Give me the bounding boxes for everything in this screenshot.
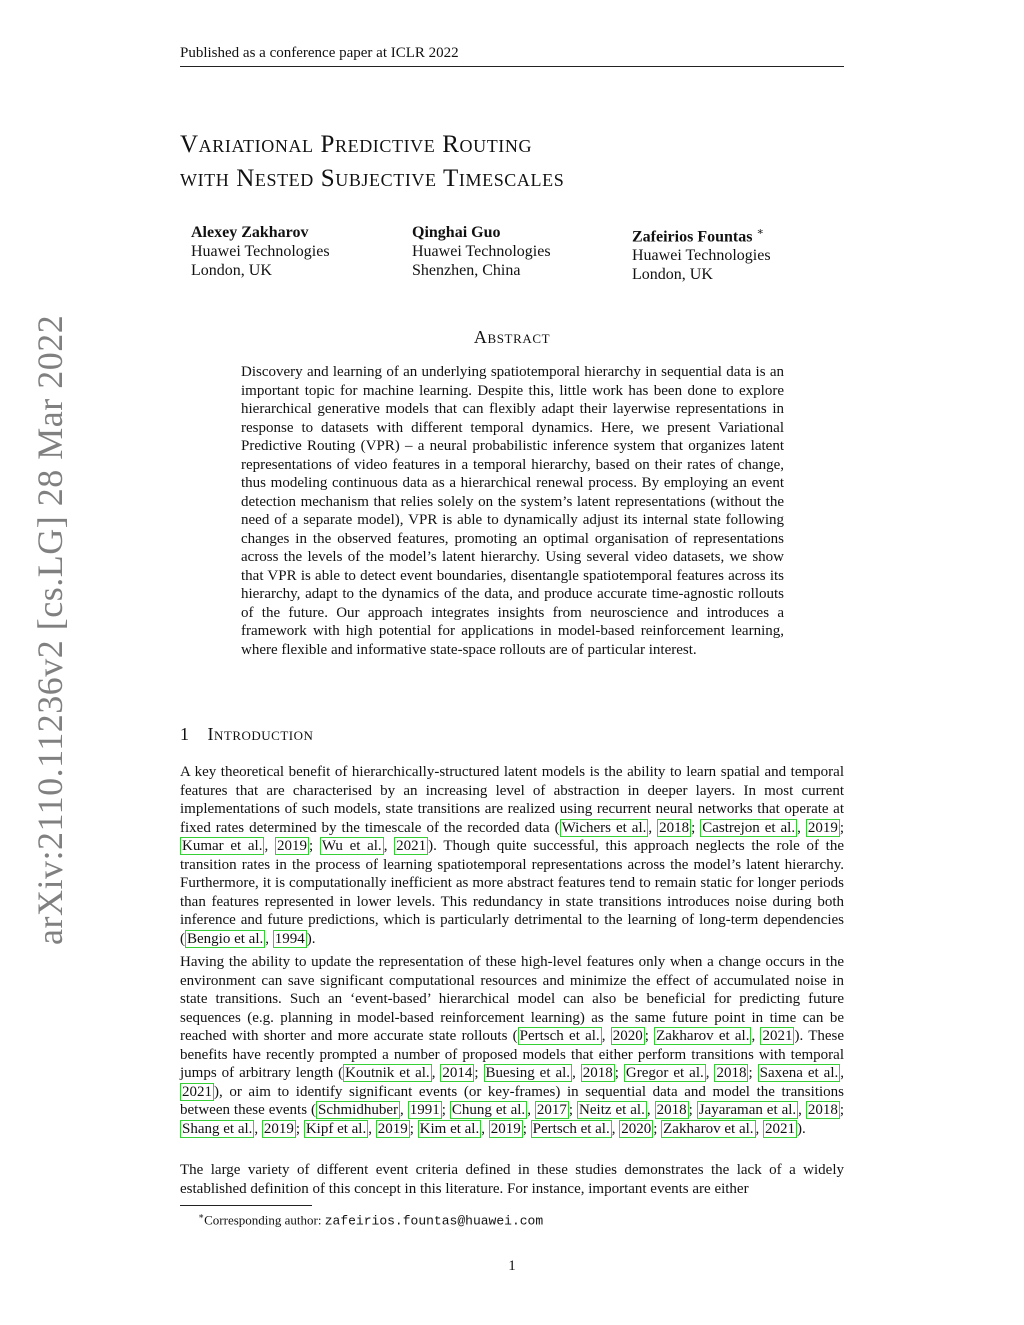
citation-link[interactable]: Buesing et al. bbox=[485, 1065, 571, 1081]
author-name-line bbox=[632, 223, 771, 246]
citation-link[interactable]: 2018 bbox=[659, 819, 690, 836]
section-heading bbox=[180, 724, 313, 745]
intro-paragraph-2: Having the ability to update the representation of these high-level features only when a change occurs in the environment can save significant computational resources and minimize the effect of accumulated noise in state transitions. Such an ‘event-based’ hierarchical model can also be beneficial for predicting future sequences (e.g. planning in model-based reinforcement learning) as the same future point in time can be reached with shorter and more accurate state rollouts ( Pertsch et al. , 2020 ; Zakharov et al. , 2021 ). These benefits have recently prompted a number of proposed models that either perform transitions with temporal jumps of arbitrary length ( Koutnik et al. , 2014 ; Buesing et al. , 2018 ; Gregor et al. , 2018 ; Saxena et al. , 2021 ), or aim to identify significant events (or key-frames) in sequential data and model the transitions between these events ( Schmidhuber , 1991 ; Chung et al. , 2017 ; Neitz et al. , 2018 ; Jayaraman et al. , 2018 ; Shang et al. , 2019 ; Kipf et al. , 2019 ; Kim et al. , 2019 ; Pertsch et al. , 2020 ; Zakharov et al. , 2021 ). bbox=[180, 954, 845, 1137]
citation-link[interactable]: Chung et al. bbox=[451, 1102, 526, 1118]
citation-link[interactable]: Wu et al. bbox=[321, 838, 382, 854]
citation-link[interactable]: 2019 bbox=[490, 1120, 521, 1137]
citation-link[interactable]: Schmidhuber bbox=[318, 1102, 398, 1118]
intro-paragraph-1: A key theoretical benefit of hierarchically-structured latent models is the ability to learn spatial and temporal features that are characterised by an increasing level of abstraction in deeper layers. In most current implementations of such models, state transitions are realized using recurrent neural networks that operate at fixed rates determined by the timescale of the recorded data ( Wichers et al. , 2018 ; Castrejon et al. , 2019 ; Kumar et al. , 2019 ; Wu et al. , 2021 ). Though quite successful, this approach neglects the role of the transition rates in the process of learning spatiotemporal representations across the model’s latent hierarchy. Furthermore, it is computationally inefficient as more abstract features tend to remain static for longer periods than features represented in lower levels. This redundancy in state transitions introduces noise during both inference and future predictions, which is particularly detrimental to the learning of long-term dependencies ( Bengio et al. , 1994 ). bbox=[180, 764, 845, 947]
abstract-text: Discovery and learning of an underlying spatiotemporal hierarchy in sequential data is an important topic for machine learning. Despite this, little work has been done to explore hierarchical generative models that can flexibly adapt their layerwise representations in response to datasets with different temporal dynamics. Here, we present Variational Predictive Routing (VPR) – a neural probabilistic inference system that organizes latent representations of video features in a temporal hierarchy, based on their rates of change, thus modeling continuous data as a hierarchical renewal process. By employing an event detection mechanism that relies solely on the system’s latent representations (without the need of a separate model), VPR is able to dynamically adjust its internal state following changes in the observed features, promoting an optimal organisation of representations across the levels of the model’s latent hierarchy. Using several video datasets, we show that VPR is able to detect event boundaries, disentangle spatiotemporal features across its hierarchy, adapt to the dynamics of the data, and produce accurate time-agnostic rollouts of the future. Our approach integrates insights from neuroscience and introduces a framework with high potential for applications in model-based reinforcement learning, where flexible and informative state-space rollouts are of particular interest. bbox=[241, 364, 784, 658]
corresponding-mark[interactable]: ∗ bbox=[756, 226, 764, 238]
author-affiliation: Huawei Technologies bbox=[412, 243, 551, 260]
citation-link[interactable]: Saxena et al. bbox=[759, 1065, 839, 1081]
footnote-label: Corresponding author: bbox=[204, 1212, 322, 1228]
citation-link[interactable]: 2019 bbox=[263, 1120, 294, 1137]
author-affiliation: Huawei Technologies bbox=[191, 243, 330, 260]
author-affiliation: Huawei Technologies bbox=[632, 247, 771, 265]
citation-link[interactable]: 1994 bbox=[274, 930, 305, 947]
arxiv-stamp: arXiv:2110.11236v2 [cs.LG] 28 Mar 2022 bbox=[30, 314, 70, 945]
footnote-rule bbox=[180, 1205, 312, 1206]
citation-link[interactable]: Pertsch et al. bbox=[532, 1120, 610, 1137]
citation-link[interactable]: 2019 bbox=[807, 819, 838, 836]
author-block bbox=[412, 223, 551, 280]
author-name: Zafeirios Fountas bbox=[632, 228, 753, 246]
citation-link[interactable]: 2018 bbox=[807, 1102, 838, 1118]
citation-link[interactable]: Zakharov et al. bbox=[663, 1120, 754, 1137]
author-location: Shenzhen, China bbox=[412, 262, 521, 279]
citation-link[interactable]: Kumar et al. bbox=[182, 838, 263, 854]
citation-link[interactable]: Shang et al. bbox=[182, 1120, 253, 1137]
citation-link[interactable]: Bengio et al. bbox=[187, 930, 264, 947]
citation-link[interactable]: 2021 bbox=[182, 1083, 212, 1100]
intro-paragraph-3: The large variety of different event criteria defined in these studies demonstrates the lack of a widely established definition of this concept in this literature. For instance, important events are either bbox=[180, 1162, 844, 1197]
abstract-heading: Abstract bbox=[473, 327, 551, 347]
citation-link[interactable]: 1991 bbox=[409, 1102, 440, 1118]
citation-link[interactable]: Kipf et al. bbox=[305, 1120, 367, 1137]
citation-link[interactable]: 2021 bbox=[396, 838, 427, 854]
paper-title bbox=[180, 128, 564, 196]
citation-link[interactable]: 2018 bbox=[656, 1102, 687, 1118]
citation-link[interactable]: 2018 bbox=[582, 1065, 613, 1081]
citation-link[interactable]: 2020 bbox=[621, 1120, 652, 1137]
citation-link[interactable]: Gregor et al. bbox=[625, 1065, 704, 1081]
author-block bbox=[632, 223, 771, 284]
section-number: 1 bbox=[180, 724, 190, 744]
citation-link[interactable]: 2021 bbox=[765, 1120, 796, 1137]
author-name: Alexey Zakharov bbox=[191, 224, 309, 241]
section-title: Introduction bbox=[207, 724, 314, 744]
footnote-mark: ∗ bbox=[198, 1211, 205, 1221]
citation-link[interactable]: Koutnik et al. bbox=[345, 1065, 430, 1081]
author-name: Qinghai Guo bbox=[412, 224, 501, 241]
title-line-2: with Nested Subjective Timescales bbox=[180, 165, 565, 192]
citation-link[interactable]: Pertsch et al. bbox=[519, 1028, 600, 1044]
citation-link[interactable]: 2020 bbox=[612, 1028, 643, 1044]
citation-link[interactable]: 2021 bbox=[762, 1028, 793, 1044]
citation-link[interactable]: Castrejon et al. bbox=[702, 819, 796, 836]
footnote-email[interactable]: zafeirios.fountas@huawei.com bbox=[324, 1213, 544, 1229]
citation-link[interactable]: Wichers et al. bbox=[561, 819, 647, 836]
author-location: London, UK bbox=[632, 266, 713, 284]
citation-link[interactable]: 2018 bbox=[716, 1065, 747, 1081]
citation-link[interactable]: Neitz et al. bbox=[579, 1102, 645, 1118]
author-location: London, UK bbox=[191, 262, 272, 279]
citation-link[interactable]: Kim et al. bbox=[419, 1120, 480, 1137]
citation-link[interactable]: 2019 bbox=[276, 838, 307, 854]
citation-link[interactable]: Zakharov et al. bbox=[656, 1028, 750, 1044]
footnote bbox=[198, 1208, 543, 1229]
citation-link[interactable]: 2014 bbox=[442, 1065, 473, 1081]
author-block bbox=[191, 223, 330, 280]
citation-link[interactable]: 2019 bbox=[377, 1120, 408, 1137]
citation-link[interactable]: 2017 bbox=[536, 1102, 567, 1118]
running-head: Published as a conference paper at ICLR 2022 bbox=[180, 44, 844, 67]
title-line-1: Variational Predictive Routing bbox=[180, 131, 533, 158]
page-number: 1 bbox=[508, 1258, 516, 1274]
citation-link[interactable]: Jayaraman et al. bbox=[698, 1102, 797, 1118]
